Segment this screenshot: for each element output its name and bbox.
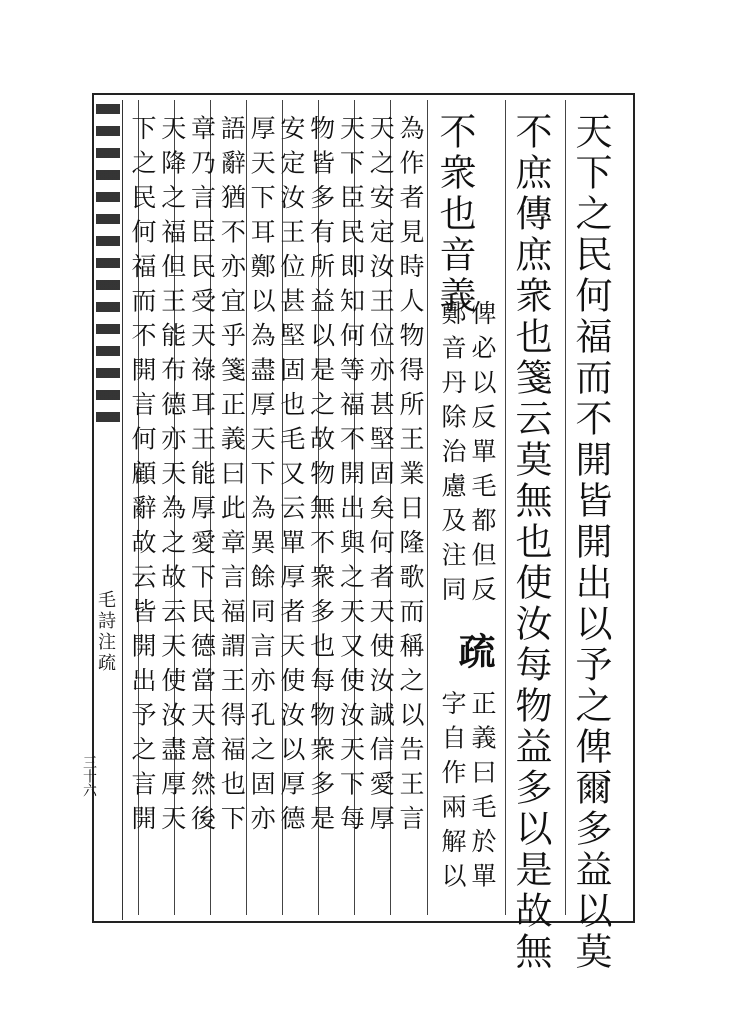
column-rule (565, 100, 566, 915)
text-column-6: 天下臣民即知何等福不開出與之天又使汝天下每 (336, 115, 366, 840)
column-rule (427, 100, 428, 915)
commentary-marker: 疏 (452, 632, 496, 673)
margin-book-title: 毛詩注疏 (95, 590, 116, 674)
text-column-5: 天之安定汝王位亦甚堅固矣何者天使汝誠信愛厚 (366, 115, 396, 840)
text-column-11: 章乃言臣民受天祿耳王能厚愛下民德當天意然後 (187, 115, 217, 840)
text-column-1: 天下之民何福而不開皆開出以予之俾爾多益以莫 (569, 112, 612, 973)
text-column-3: 不衆也音義 (433, 112, 476, 317)
text-column-4: 為作者見時人物得所王業日隆歌而稱之以告王言 (396, 115, 425, 840)
text-column-12: 天降之福但王能布德亦天為之故云天使汝盡厚天 (157, 115, 187, 840)
text-column-9: 厚天下耳鄭以為盡厚天下為異餘同言亦孔之固亦 (247, 115, 277, 840)
text-column-13: 下之民何福而不開言何顧辭故云皆開出予之言開 (128, 115, 157, 840)
margin-fish-tail-mark (96, 104, 120, 434)
text-column-10: 語辭猶不亦宜乎箋正義曰此章言福謂王得福也下 (217, 115, 247, 840)
folio-number: 三十六 (81, 755, 97, 797)
text-column-7: 物皆多有所益以是之故物無不衆多也每物衆多是 (306, 115, 336, 840)
text-column-3-note-c: 正義曰毛於單 (468, 690, 497, 897)
text-column-2: 不庶傳庶衆也箋云莫無也使汝每物益多以是故無 (509, 112, 552, 973)
text-column-3-note-b: 鄭音丹除治慮及注同 (438, 300, 467, 611)
text-column-8: 安定汝王位甚堅固也毛又云單厚者天使汝以厚德 (276, 115, 306, 840)
column-rule (505, 100, 506, 915)
text-column-3-note-d: 字自作兩解以 (438, 690, 467, 897)
text-column-3-note-a: 俾必以反單毛都但反 (468, 300, 497, 611)
